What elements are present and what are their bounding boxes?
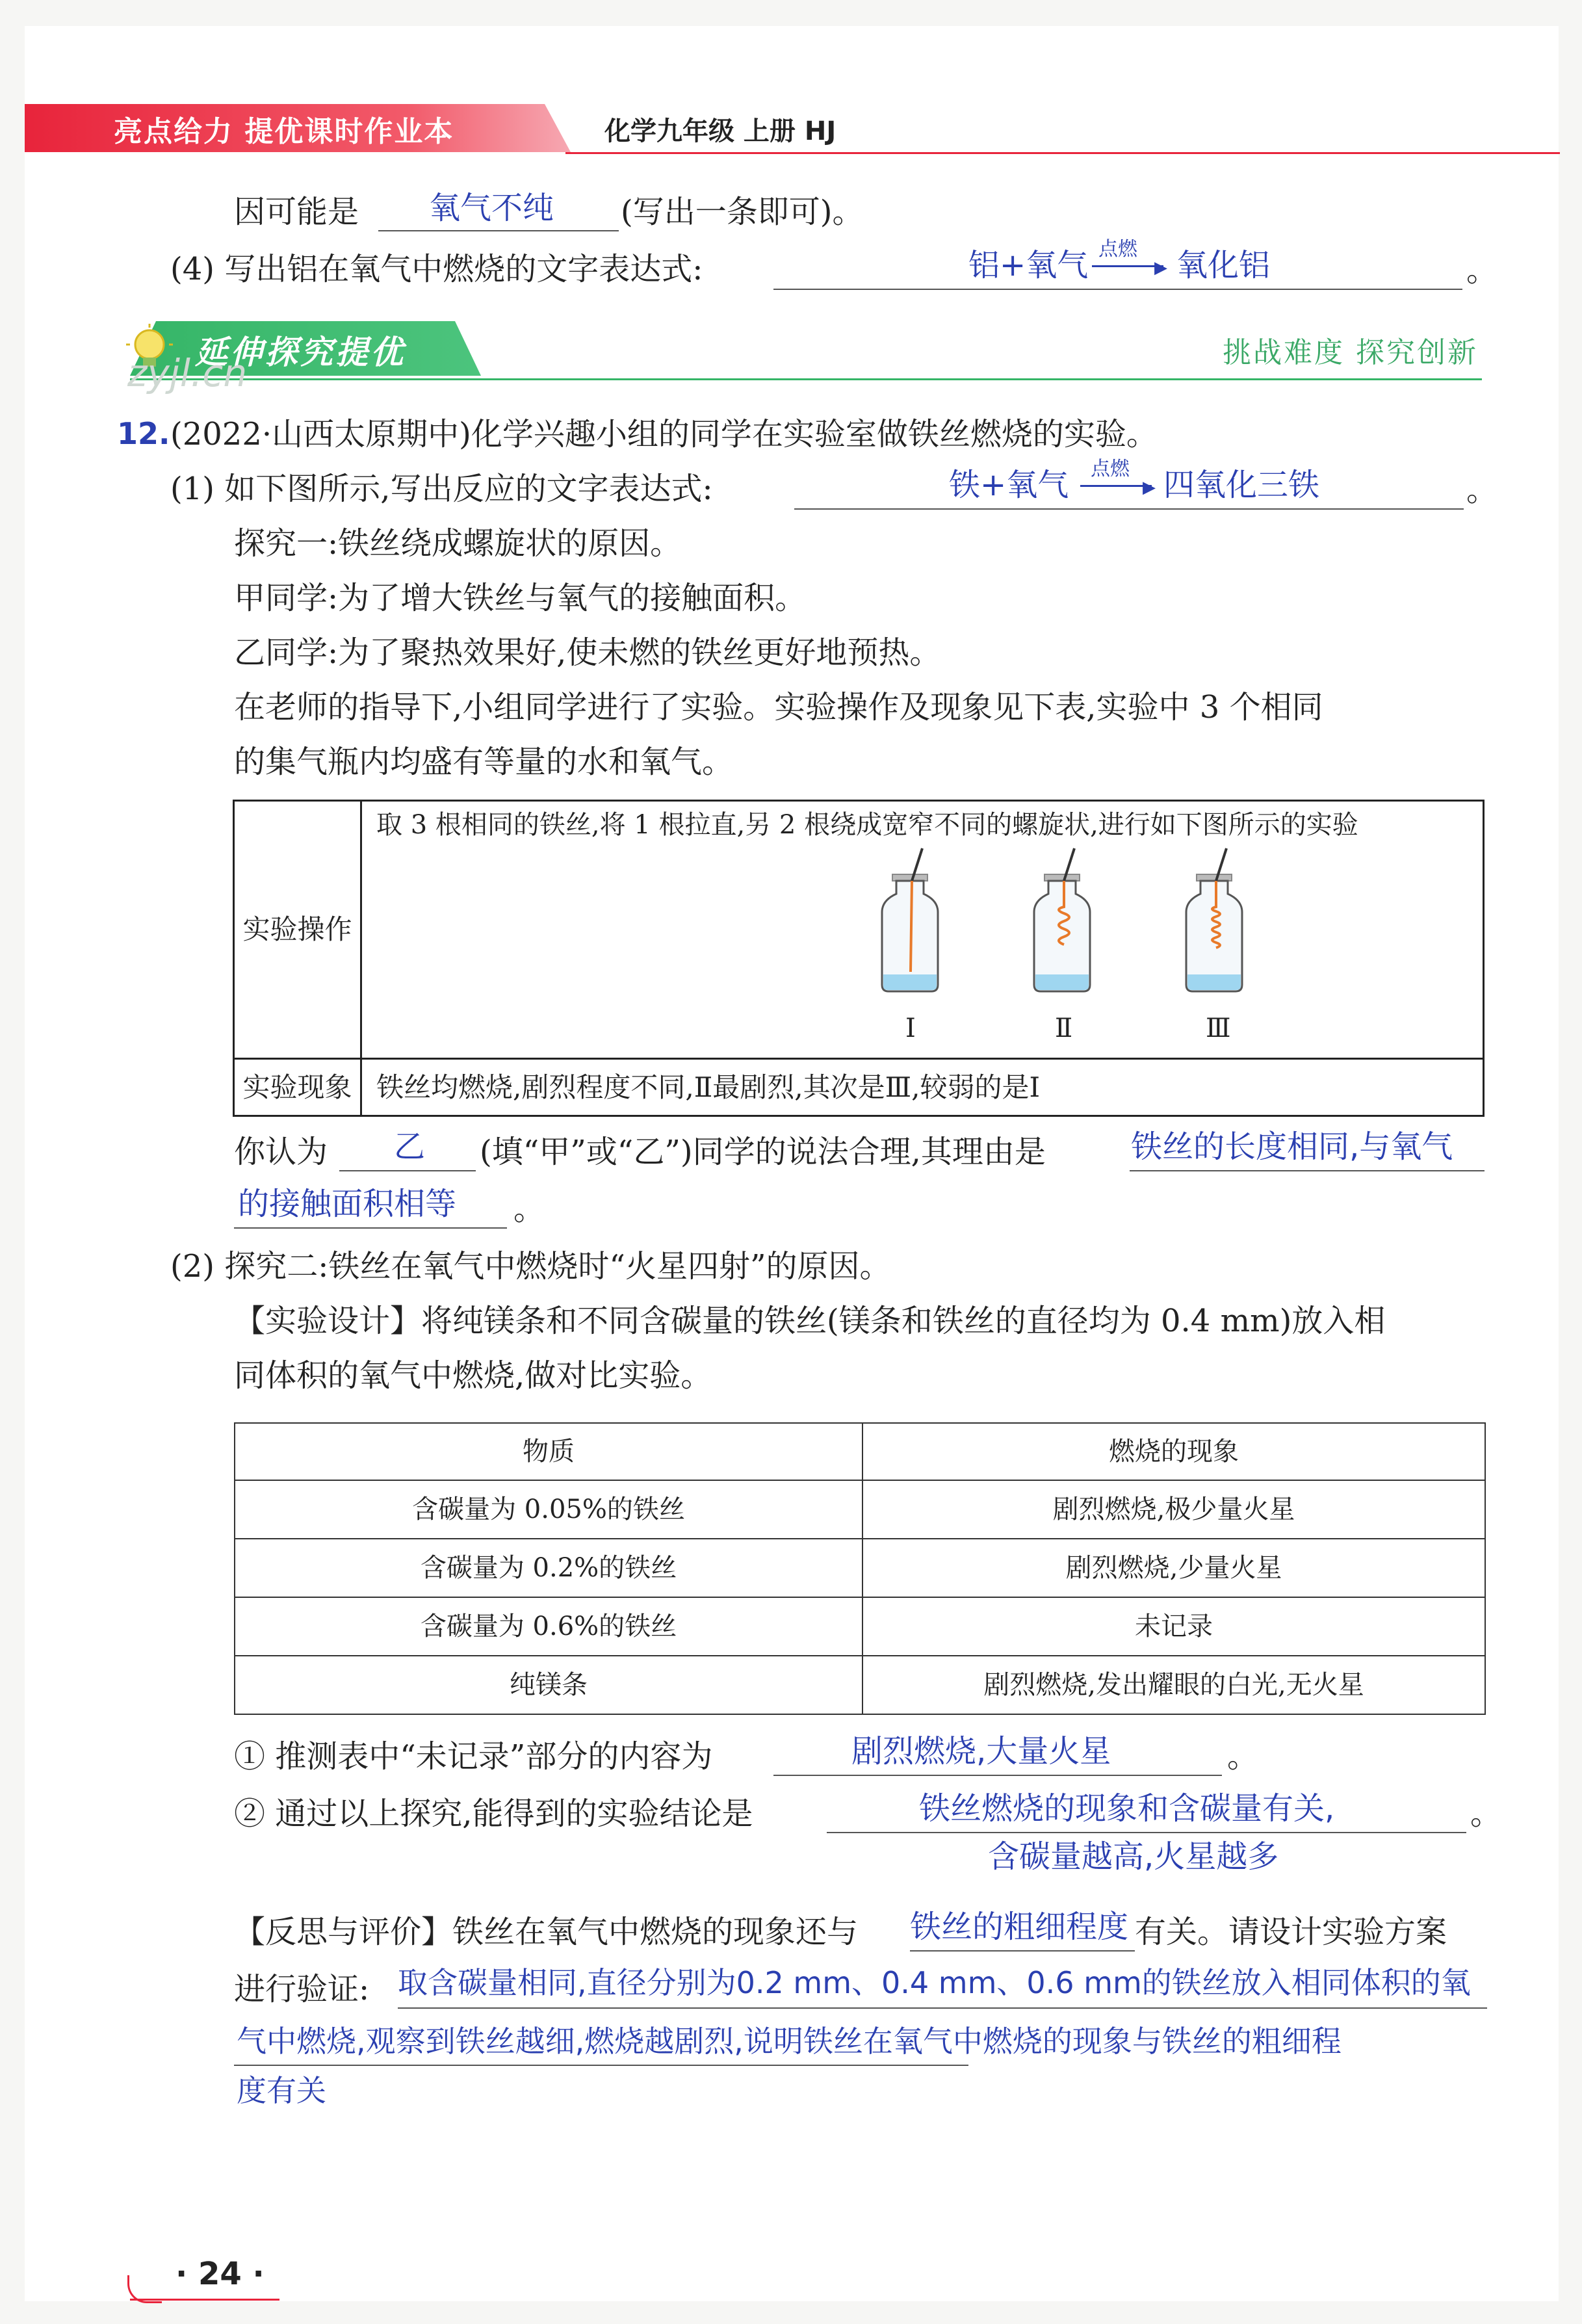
header-series: 亮点给力 提优课时作业本	[114, 115, 454, 148]
q12-p1-blank	[794, 508, 1464, 510]
bottle-label-3: Ⅲ	[1206, 1013, 1231, 1043]
q12-s2-prefix: ② 通过以上探究,能得到的实验结论是	[234, 1795, 753, 1832]
bottle-3	[1186, 848, 1242, 1043]
op-cell	[361, 801, 1484, 1059]
ph-text: 铁丝均燃烧,剧烈程度不同,Ⅱ最剧烈,其次是Ⅲ,较弱的是Ⅰ	[361, 1059, 1484, 1116]
q12-p1-arrow	[1080, 485, 1152, 487]
bottle-1	[882, 848, 938, 1043]
q11-cause-blank	[378, 230, 619, 231]
op-text: 取 3 根相同的铁丝,将 1 根拉直,另 2 根绕成宽窄不同的螺旋状,进行如下图所示的实验	[376, 810, 1358, 840]
q12-s2-answer2: 含碳量越高,火星越多	[988, 1838, 1279, 1875]
q12-verify-blank2	[234, 2065, 968, 2066]
q12-verify-line2: 气中燃烧,观察到铁丝越细,燃烧越剧烈,说明铁丝在氧气中燃烧的现象与铁丝的粗细程	[237, 2024, 1342, 2059]
q12-intro: (2022·山西太原期中)化学兴趣小组的同学在实验室做铁丝燃烧的实验。	[170, 416, 1158, 452]
q12-s1-answer: 剧烈燃烧,大量火星	[851, 1733, 1111, 1769]
carbon-table	[234, 1422, 1486, 1715]
carbon-table-cell: 含碳量为 0.2%的铁丝	[235, 1539, 862, 1597]
q12-reflect-answer: 铁丝的粗细程度	[910, 1909, 1129, 1945]
page-number: · 24 ·	[175, 2256, 265, 2292]
page-number-rule	[130, 2299, 279, 2301]
q11-p4-blank	[773, 289, 1462, 290]
q12-verify-line3: 度有关	[237, 2073, 326, 2108]
q11-p4-product: 氧化铝	[1176, 247, 1271, 283]
q12-p2: (2) 探究二:铁丝在氧气中燃烧时“火星四射”的原因。	[170, 1248, 891, 1285]
section-title: 延伸探究提优	[195, 333, 406, 371]
q12-reason-line1: 铁丝的长度相同,与氧气	[1131, 1129, 1453, 1165]
q12-think-prefix: 你认为	[234, 1134, 328, 1170]
section-tagline: 挑战难度 探究创新	[1223, 336, 1478, 369]
experiment-table	[233, 800, 1485, 1117]
bottle-label-1: Ⅰ	[905, 1013, 916, 1043]
watermark: zyjl.cn	[127, 351, 248, 395]
section-rule	[130, 378, 1482, 380]
q12-p1-condition: 点燃	[1091, 458, 1130, 480]
ph-label: 实验现象	[234, 1059, 361, 1116]
q12-reason-line2: 的接触面积相等	[238, 1186, 457, 1222]
q12-reflect-blank	[910, 1950, 1135, 1952]
q12-design-line2: 同体积的氧气中燃烧,做对比实验。	[234, 1357, 712, 1394]
carbon-table-header-substance: 物质	[235, 1423, 862, 1480]
q12-s1-blank	[773, 1775, 1222, 1776]
q12-s2-blank	[827, 1832, 1466, 1833]
q12-think-mid: (填“甲”或“乙”)同学的说法合理,其理由是	[480, 1134, 1046, 1170]
q11-cause-suffix: (写出一条即可)。	[621, 194, 864, 230]
q12-explore1: 探究一:铁丝绕成螺旋状的原因。	[234, 525, 682, 562]
q11-p4-end: 。	[1466, 252, 1498, 289]
q12-s1-prefix: ① 推测表中“未记录”部分的内容为	[234, 1738, 713, 1775]
q12-number: 12.	[117, 416, 170, 451]
bottle-label-2: Ⅱ	[1055, 1013, 1073, 1043]
header-rule	[565, 152, 1560, 154]
q11-p4-arrowhead-icon: ▶	[1154, 258, 1167, 278]
q12-p1-reactants: 铁+氧气	[949, 467, 1069, 503]
q12-verify-prefix: 进行验证:	[234, 1971, 370, 2007]
q12-jia: 甲同学:为了增大铁丝与氧气的接触面积。	[234, 580, 807, 616]
q11-p4-reactants: 铝+氧气	[968, 247, 1089, 283]
q12-verify-blank1	[398, 2007, 1487, 2009]
q12-reason-end: 。	[513, 1191, 545, 1227]
q11-p4-arrow	[1092, 265, 1163, 267]
header-subject: 化学九年级 上册 HJ	[604, 116, 836, 146]
carbon-table-cell: 纯镁条	[235, 1656, 862, 1714]
carbon-table-cell: 剧烈燃烧,少量火星	[862, 1539, 1485, 1597]
q11-cause-prefix: 因可能是	[234, 194, 359, 230]
carbon-table-header-phenomenon: 燃烧的现象	[862, 1423, 1485, 1480]
op-label: 实验操作	[234, 801, 361, 1059]
q11-cause-answer: 氧气不纯	[429, 190, 554, 226]
bottle-2	[1034, 848, 1090, 1043]
bottles-figure	[376, 842, 1468, 1043]
q12-s2-end: 。	[1470, 1795, 1502, 1832]
q11-p4-condition: 点燃	[1098, 238, 1137, 261]
carbon-table-cell: 剧烈燃烧,极少量火星	[862, 1480, 1485, 1539]
q11-p4-prefix: (4) 写出铝在氧气中燃烧的文字表达式:	[170, 251, 703, 287]
q12-verify-line1: 取含碳量相同,直径分别为0.2 mm、0.4 mm、0.6 mm的铁丝放入相同体积的氧	[398, 1965, 1471, 2000]
q12-p1-end: 。	[1466, 472, 1498, 508]
q12-reason-blank2	[234, 1227, 507, 1229]
carbon-table-cell: 未记录	[862, 1597, 1485, 1656]
q12-s2-answer1: 铁丝燃烧的现象和含碳量有关,	[919, 1790, 1335, 1827]
carbon-table-cell: 含碳量为 0.6%的铁丝	[235, 1597, 862, 1656]
q12-p1-prefix: (1) 如下图所示,写出反应的文字表达式:	[170, 471, 713, 507]
q12-teacher-line2: 的集气瓶内均盛有等量的水和氧气。	[234, 744, 734, 780]
q12-yi: 乙同学:为了聚热效果好,使未燃的铁丝更好地预热。	[234, 634, 941, 671]
q12-reflect-suffix: 有关。请设计实验方案	[1135, 1914, 1447, 1950]
carbon-table-cell: 剧烈燃烧,发出耀眼的白光,无火星	[862, 1656, 1485, 1714]
q12-think-answer: 乙	[394, 1129, 426, 1165]
carbon-table-cell: 含碳量为 0.05%的铁丝	[235, 1480, 862, 1539]
q12-reflect-prefix: 【反思与评价】铁丝在氧气中燃烧的现象还与	[234, 1914, 859, 1950]
q12-reason-blank1	[1130, 1170, 1485, 1171]
q12-think-blank	[339, 1170, 476, 1171]
q12-teacher-line1: 在老师的指导下,小组同学进行了实验。实验操作及现象见下表,实验中 3 个相同	[234, 689, 1323, 725]
q12-s1-end: 。	[1227, 1738, 1259, 1775]
q12-design-line1: 【实验设计】将纯镁条和不同含碳量的铁丝(镁条和铁丝的直径均为 0.4 mm)放入相	[234, 1303, 1386, 1339]
q12-p1-arrowhead-icon: ▶	[1143, 478, 1156, 497]
q12-p1-product: 四氧化三铁	[1163, 467, 1320, 503]
